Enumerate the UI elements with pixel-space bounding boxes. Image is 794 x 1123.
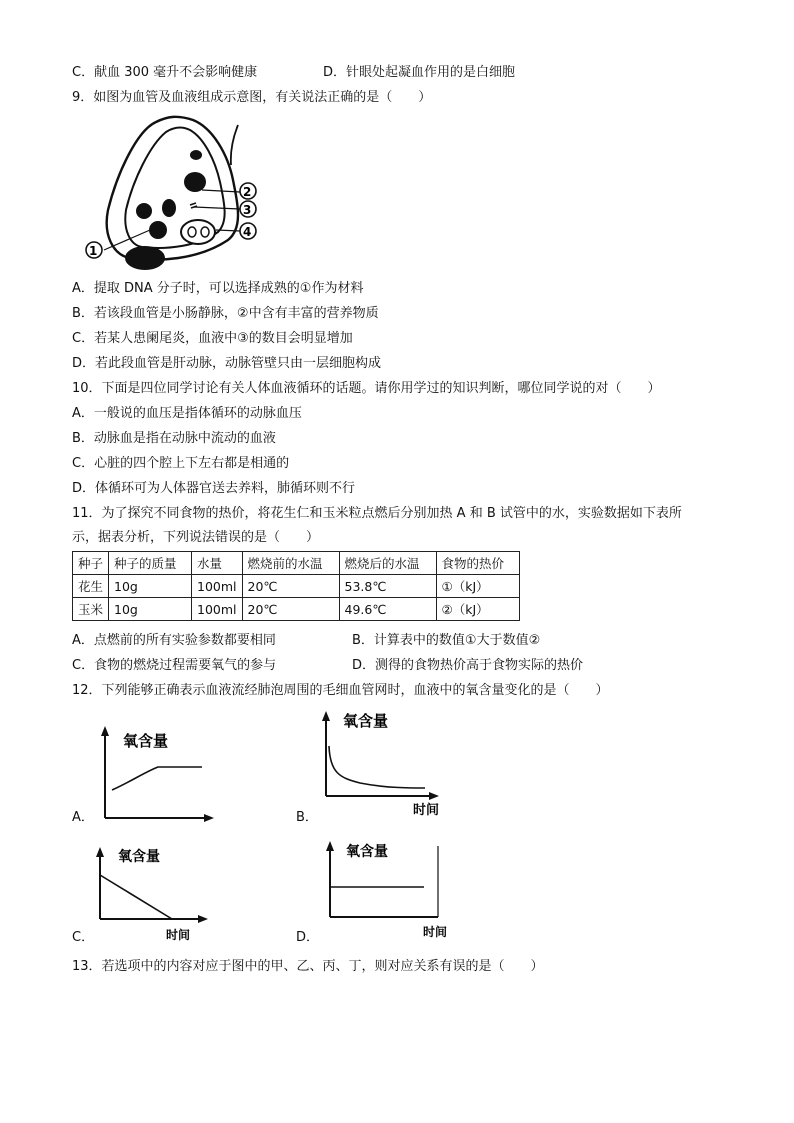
label-1: 1 bbox=[89, 244, 98, 258]
graph-d-ylabel: 氧含量 bbox=[346, 844, 388, 860]
graph-a-ylabel: 氧含量 bbox=[123, 732, 169, 750]
q11-option-a: A．点燃前的所有实验参数都要相同 bbox=[72, 633, 276, 648]
graph-d bbox=[320, 836, 448, 946]
table-header-cell: 种子 bbox=[73, 552, 109, 575]
q13-stem: 13．若选项中的内容对应于图中的甲、乙、丙、丁，则对应关系有误的是（ ） bbox=[72, 959, 544, 974]
graph-b-xlabel: 时间 bbox=[413, 803, 440, 818]
red-blood-cell-outline bbox=[181, 220, 215, 244]
q11-option-c: C．食物的燃烧过程需要氧气的参与 bbox=[72, 658, 277, 673]
table-cell: 100ml bbox=[192, 598, 243, 621]
table-header-cell: 燃烧后的水温 bbox=[339, 552, 436, 575]
q8-option-d: D．针眼处起凝血作用的是白细胞 bbox=[323, 65, 516, 80]
vessel-wall-outer bbox=[107, 117, 238, 260]
graph-b-curve bbox=[329, 746, 425, 788]
heat-value-table bbox=[72, 551, 520, 621]
q12-option-c: C． bbox=[72, 930, 95, 945]
table-cell: 100ml bbox=[192, 575, 243, 598]
q10-option-b: B．动脉血是指在动脉中流动的血液 bbox=[72, 431, 276, 446]
label-3: 3 bbox=[243, 203, 252, 217]
q10-option-d: D．体循环可为人体器官送去养料，肺循环则不行 bbox=[72, 481, 356, 496]
q11-stem-line2: 示，据表分析，下列说法错误的是（ ） bbox=[72, 530, 320, 545]
q12-option-d: D． bbox=[296, 930, 320, 945]
graph-c-curve bbox=[100, 875, 172, 919]
q10-option-a: A．一般说的血压是指体循环的动脉血压 bbox=[72, 406, 302, 421]
table-header-cell: 食物的热价 bbox=[436, 552, 519, 575]
q9-option-c: C．若某人患阑尾炎，血液中③的数目会明显增加 bbox=[72, 331, 353, 346]
red-blood-cell-1 bbox=[125, 246, 165, 270]
graph-d-xlabel-cut: 时间 bbox=[423, 925, 448, 939]
q10-option-c: C．心脏的四个腔上下左右都是相通的 bbox=[72, 456, 290, 471]
q9-option-b: B．若该段血管是小肠静脉，②中含有丰富的营养物质 bbox=[72, 306, 379, 321]
table-cell: 玉米 bbox=[73, 598, 109, 621]
label-2: 2 bbox=[243, 185, 252, 199]
blood-vessel-diagram bbox=[78, 110, 278, 275]
graph-a bbox=[90, 722, 220, 822]
q10-stem: 10．下面是四位同学讨论有关人体血液循环的话题。请你用学过的知识判断，哪位同学说的对（ ） bbox=[72, 381, 661, 396]
table-cell: 49.6℃ bbox=[339, 598, 436, 621]
q11-stem-line1: 11．为了探究不同食物的热价，将花生仁和玉米粒点燃后分别加热 A 和 B 试管中的水，实验数据如下表所 bbox=[72, 506, 682, 521]
table-cell: 花生 bbox=[73, 575, 109, 598]
table-header-cell: 种子的质量 bbox=[109, 552, 192, 575]
table-header-row bbox=[73, 552, 520, 575]
q12-option-b: B． bbox=[296, 810, 318, 825]
graph-b bbox=[315, 708, 445, 818]
q9-stem: 9．如图为血管及血液组成示意图，有关说法正确的是（ ） bbox=[72, 90, 432, 105]
graph-b-ylabel: 氧含量 bbox=[343, 712, 389, 730]
q12-stem: 12．下列能够正确表示血液流经肺泡周围的毛细血管网时，血液中的氧含量变化的是（ ） bbox=[72, 683, 609, 698]
q11-option-b: B．计算表中的数值①大于数值② bbox=[352, 633, 541, 648]
table-header-cell: 燃烧前的水温 bbox=[242, 552, 339, 575]
graph-c-ylabel: 氧含量 bbox=[118, 849, 160, 865]
table-cell: ②（kJ） bbox=[436, 598, 519, 621]
q11-option-d: D．测得的食物热价高于食物实际的热价 bbox=[352, 658, 584, 673]
table-row bbox=[73, 598, 520, 621]
q9-option-a: A．提取 DNA 分子时，可以选择成熟的①作为材料 bbox=[72, 281, 364, 296]
label-4: 4 bbox=[243, 225, 252, 239]
table-cell: 20℃ bbox=[242, 598, 339, 621]
table-cell: 20℃ bbox=[242, 575, 339, 598]
table-header-cell: 水量 bbox=[192, 552, 243, 575]
table-cell: 53.8℃ bbox=[339, 575, 436, 598]
graph-c bbox=[90, 843, 220, 943]
q8-option-c: C．献血 300 毫升不会影响健康 bbox=[72, 65, 258, 80]
table-cell: 10g bbox=[109, 575, 192, 598]
table-cell: ①（kJ） bbox=[436, 575, 519, 598]
q12-option-a: A． bbox=[72, 810, 94, 825]
table-row bbox=[73, 575, 520, 598]
q9-option-d: D．若此段血管是肝动脉，动脉管壁只由一层细胞构成 bbox=[72, 356, 382, 371]
table-cell: 10g bbox=[109, 598, 192, 621]
graph-c-xlabel: 时间 bbox=[166, 928, 191, 942]
graph-a-curve bbox=[112, 767, 202, 790]
white-blood-cell bbox=[184, 172, 206, 192]
